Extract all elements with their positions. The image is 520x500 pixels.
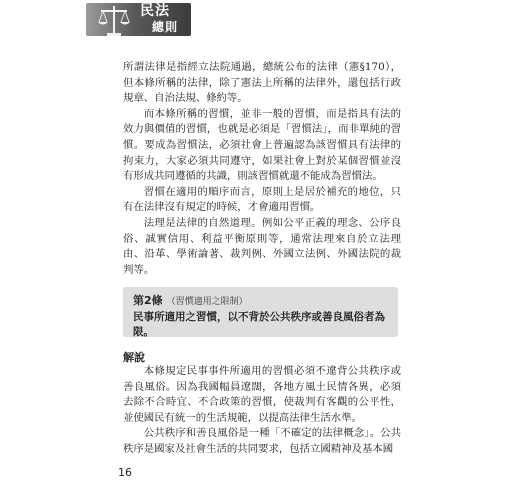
explanation-paragraph: 公共秩序和善良風俗是一種「不確定的法律概念」。公共秩序是國家及社會生活的共同要求，包括立國精神及基本國 (123, 427, 401, 455)
body-paragraph: 法理是法律的自然道理。例如公平正義的理念、公序良俗、誠實信用、利益平衡原則等，通常法理來自於立法理由、沿革、學術論著、裁判例、外國立法例、外國法院的裁判等。 (123, 216, 401, 276)
article-text: 民事所適用之習慣，以不背於公共秩序或善良風俗者為限。 (133, 311, 385, 338)
article-heading (133, 294, 388, 309)
article-topic: （習慣適用之限制） (166, 297, 248, 307)
page-number: 16 (118, 466, 132, 479)
explanation-text (123, 364, 401, 458)
explanation-heading: 解說 (123, 351, 145, 364)
page-header (0, 0, 520, 42)
scale-of-justice-icon (96, 2, 132, 38)
article-box (123, 287, 398, 337)
header-subtitle: 總則 (152, 20, 179, 34)
article-number: 第2條 (133, 294, 163, 307)
body-paragraph: 所謂法律是指經立法院通過，總統公布的法律（憲§170），但本條所稱的法律，除了憲法上所稱的法律外，還包括行政規章、自治法規、條約等。 (123, 61, 401, 105)
body-text (123, 60, 401, 278)
header-title: 民法 (140, 3, 170, 19)
explanation-paragraph: 本條規定民事事件所適用的習慣必須不違背公共秩序或善良風俗。因為我國幅員遼闊，各地方風土民情各異，必須去除不合時宜、不合政策的習慣，使裁判有客觀的公平性，並使國民有統一的生活規範，以提高法律生活水準。 (123, 365, 401, 424)
body-paragraph: 習慣在適用的順序而言，原則上是居於補充的地位，只有在法律沒有規定的時候，才會適用習慣。 (123, 185, 401, 214)
body-paragraph: 而本條所稱的習慣，並非一般的習慣，而是指具有法的效力與價值的習慣，也就是必須是「習慣法」，而非單純的習慣。要成為習慣法，必須社會上普遍認為該習慣具有法律的拘束力，大家必須共同遵守，如果社會上對於某個習慣並沒有形成共同遵循的共識，則該習慣就還不能成為習慣法。 (123, 107, 401, 183)
